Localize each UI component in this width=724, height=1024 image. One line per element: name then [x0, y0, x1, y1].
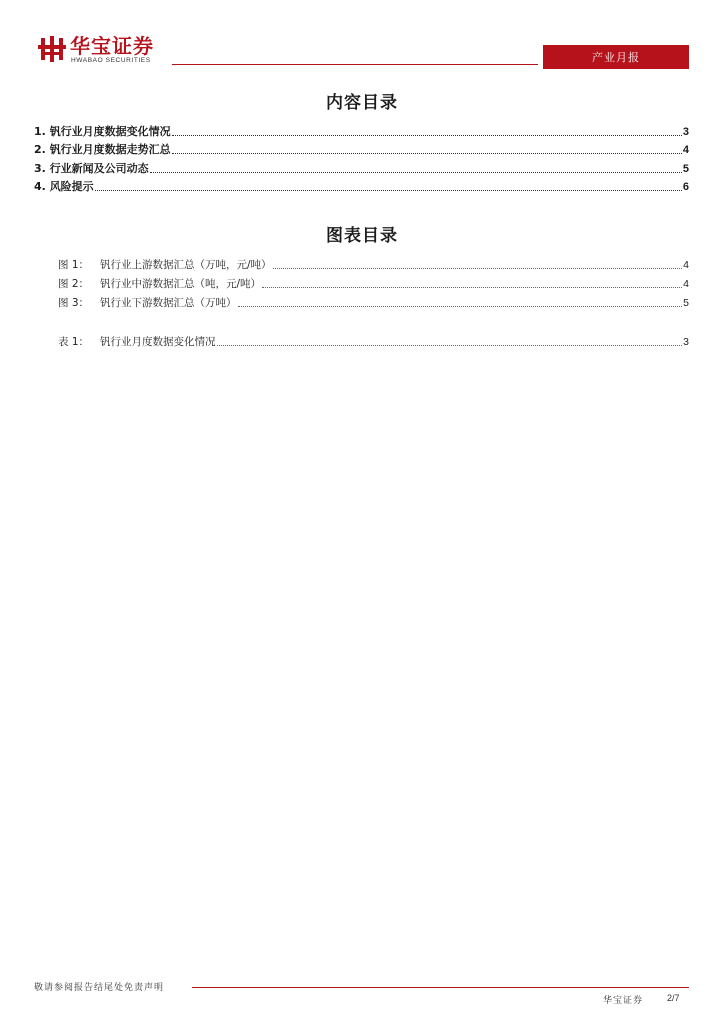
contents-item[interactable]	[34, 120, 689, 139]
dot-leader	[95, 189, 682, 191]
dot-leader	[238, 305, 683, 307]
contents-item-page: 5	[682, 162, 689, 175]
contents-item-number: 2.	[34, 143, 46, 156]
contents-title: 内容目录	[326, 93, 398, 113]
figure-item-label: 钒行业上游数据汇总（万吨，元/吨）	[100, 259, 272, 271]
tables-list	[58, 330, 689, 349]
report-type-badge: 产业月报	[543, 45, 689, 69]
figures-title: 图表目录	[326, 226, 398, 246]
contents-item[interactable]	[34, 139, 689, 158]
figure-item-page: 4	[683, 278, 689, 290]
figure-item-page: 4	[683, 259, 689, 271]
contents-item[interactable]	[34, 157, 689, 176]
dot-leader	[273, 267, 683, 269]
dot-leader	[172, 134, 682, 136]
contents-item-number: 1.	[34, 124, 46, 138]
table-item-label: 钒行业月度数据变化情况	[100, 336, 216, 348]
table-item[interactable]	[58, 330, 689, 349]
logo-english-name: HWABAO SECURITIES	[71, 57, 151, 64]
contents-item-label: 行业新闻及公司动态	[49, 161, 149, 175]
table-item-page: 3	[683, 336, 689, 348]
footer-divider	[192, 987, 689, 988]
figure-item[interactable]	[58, 253, 689, 272]
figure-item-label: 钒行业中游数据汇总（吨，元/吨）	[100, 278, 262, 290]
footer-company: 华宝证券	[603, 996, 644, 1006]
footer-disclaimer: 敬请参阅报告结尾处免责声明	[34, 983, 165, 993]
header-divider	[172, 64, 538, 65]
figures-list	[58, 253, 689, 310]
contents-item-label: 风险提示	[49, 180, 94, 193]
dot-leader	[150, 171, 682, 173]
figure-item[interactable]	[58, 291, 689, 310]
logo-chinese-name: 华宝证券	[70, 34, 154, 58]
figure-item-number: 图 3：	[58, 297, 90, 309]
page-header	[0, 0, 724, 80]
dot-leader	[262, 286, 682, 288]
contents-item[interactable]	[34, 176, 689, 195]
company-logo	[38, 34, 188, 66]
figure-item-label: 钒行业下游数据汇总（万吨）	[100, 297, 237, 309]
contents-item-number: 4.	[34, 180, 46, 193]
dot-leader	[217, 344, 683, 346]
figure-item-page: 5	[683, 297, 689, 309]
dot-leader	[172, 152, 682, 154]
contents-item-label: 钒行业月度数据变化情况	[49, 124, 171, 138]
figure-item[interactable]	[58, 272, 689, 291]
logo-mark-icon	[38, 34, 66, 64]
contents-item-page: 4	[682, 144, 689, 156]
figure-item-number: 图 1：	[58, 259, 90, 271]
contents-item-page: 3	[682, 125, 689, 138]
contents-item-number: 3.	[34, 161, 46, 175]
page-number: 2/7	[667, 993, 680, 1003]
table-item-number: 表 1：	[58, 336, 90, 348]
contents-list	[34, 120, 689, 194]
figure-item-number: 图 2：	[58, 278, 90, 290]
contents-item-page: 6	[682, 181, 689, 193]
contents-item-label: 钒行业月度数据走势汇总	[49, 143, 171, 156]
